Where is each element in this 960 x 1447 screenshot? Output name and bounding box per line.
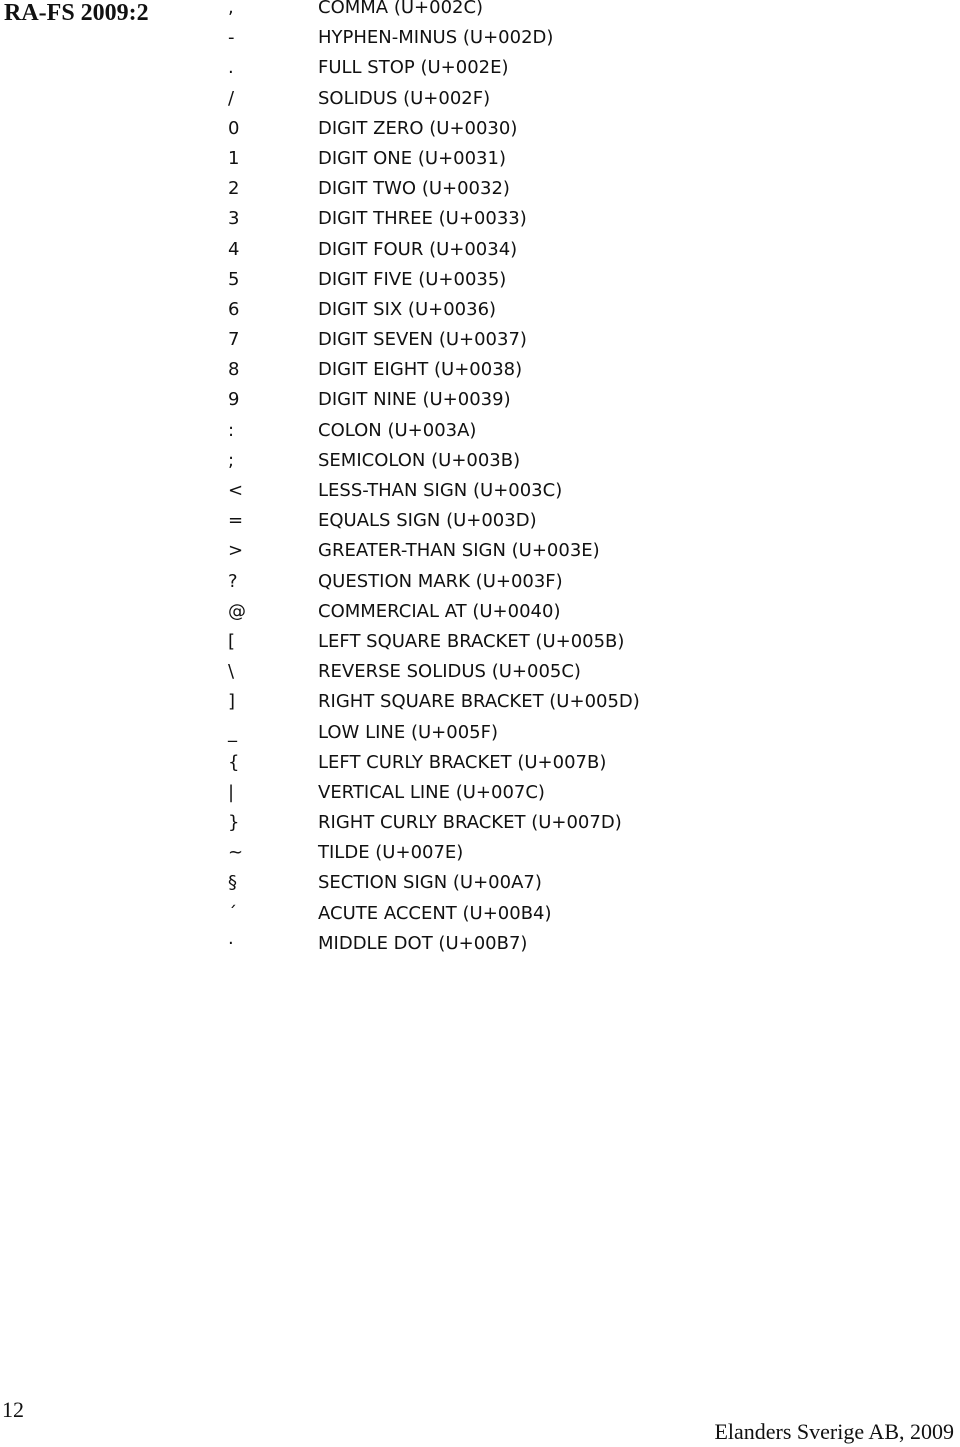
character-name: DIGIT ONE (U+0031)	[318, 147, 506, 169]
character-glyph: >	[228, 540, 244, 562]
character-glyph: =	[228, 510, 244, 532]
character-glyph: ·	[228, 932, 234, 954]
character-row	[0, 536, 960, 566]
character-glyph: ,	[228, 0, 234, 18]
character-row	[0, 446, 960, 476]
character-row	[0, 899, 960, 929]
character-glyph: :	[228, 419, 235, 441]
character-name: DIGIT EIGHT (U+0038)	[318, 359, 523, 381]
character-name: LEFT CURLY BRACKET (U+007B)	[318, 751, 607, 773]
character-name: DIGIT ZERO (U+0030)	[318, 117, 518, 139]
character-row	[0, 808, 960, 838]
character-glyph: }	[228, 812, 240, 834]
character-glyph: 6	[228, 298, 240, 320]
character-name: VERTICAL LINE (U+007C)	[318, 781, 545, 803]
character-name: GREATER-THAN SIGN (U+003E)	[318, 540, 600, 562]
character-glyph: 1	[228, 147, 240, 169]
character-glyph: 4	[228, 238, 240, 260]
character-row	[0, 748, 960, 778]
character-glyph: \	[228, 661, 235, 683]
character-name: FULL STOP (U+002E)	[318, 57, 509, 79]
character-name: QUESTION MARK (U+003F)	[318, 570, 563, 592]
character-row	[0, 868, 960, 898]
character-name: LESS-THAN SIGN (U+003C)	[318, 480, 563, 501]
character-glyph: §	[228, 872, 237, 894]
character-glyph: ;	[228, 449, 235, 471]
character-glyph: 8	[228, 359, 240, 381]
character-glyph: @	[228, 600, 246, 622]
character-row	[0, 687, 960, 717]
character-row	[0, 53, 960, 83]
character-glyph: 0	[228, 117, 240, 139]
character-row	[0, 627, 960, 657]
character-row	[0, 506, 960, 536]
character-name: EQUALS SIGN (U+003D)	[318, 510, 537, 532]
character-name: MIDDLE DOT (U+00B7)	[318, 932, 528, 954]
character-row	[0, 355, 960, 385]
character-name: LOW LINE (U+005F)	[318, 721, 498, 743]
character-name: ACUTE ACCENT (U+00B4)	[318, 902, 552, 924]
character-glyph: /	[228, 87, 235, 109]
character-name: COMMERCIAL AT (U+0040)	[318, 600, 561, 622]
character-name: DIGIT SIX (U+0036)	[318, 298, 497, 320]
character-name: DIGIT FIVE (U+0035)	[318, 268, 507, 290]
character-name: RIGHT SQUARE BRACKET (U+005D)	[318, 691, 640, 713]
character-row	[0, 144, 960, 174]
character-row	[0, 476, 960, 506]
character-glyph: .	[228, 57, 234, 79]
character-row	[0, 567, 960, 597]
character-name: SOLIDUS (U+002F)	[318, 87, 491, 109]
character-name: TILDE (U+007E)	[318, 842, 464, 864]
character-glyph: 2	[228, 178, 240, 200]
document-id: RA-FS 2009:2	[4, 0, 149, 26]
character-name: LEFT SQUARE BRACKET (U+005B)	[318, 630, 625, 652]
character-row	[0, 657, 960, 687]
character-name: DIGIT NINE (U+0039)	[318, 389, 511, 411]
character-row	[0, 204, 960, 234]
character-glyph: -	[228, 27, 235, 49]
character-name: DIGIT SEVEN (U+0037)	[318, 329, 527, 351]
character-glyph: <	[228, 480, 244, 501]
character-row	[0, 84, 960, 114]
character-row	[0, 0, 960, 23]
character-glyph: 3	[228, 208, 240, 230]
character-glyph: ~	[228, 842, 244, 864]
character-name: SECTION SIGN (U+00A7)	[318, 872, 542, 894]
character-name: RIGHT CURLY BRACKET (U+007D)	[318, 812, 622, 834]
character-row	[0, 174, 960, 204]
character-name: DIGIT TWO (U+0032)	[318, 178, 510, 200]
character-glyph: _	[228, 721, 237, 743]
character-glyph: 5	[228, 268, 240, 290]
character-glyph: ´	[228, 902, 237, 924]
character-name: REVERSE SOLIDUS (U+005C)	[318, 661, 581, 683]
character-name: COLON (U+003A)	[318, 419, 477, 441]
character-row	[0, 265, 960, 295]
character-glyph: ?	[228, 570, 238, 592]
character-row	[0, 838, 960, 868]
character-row	[0, 718, 960, 748]
character-row	[0, 385, 960, 415]
publisher-footer: Elanders Sverige AB, 2009	[714, 1419, 954, 1444]
character-glyph: |	[228, 781, 235, 803]
character-row	[0, 416, 960, 446]
character-row	[0, 235, 960, 265]
character-glyph: 7	[228, 329, 240, 351]
character-name: HYPHEN-MINUS (U+002D)	[318, 27, 554, 49]
character-row	[0, 325, 960, 355]
character-row	[0, 114, 960, 144]
character-row	[0, 295, 960, 325]
character-glyph: ]	[228, 691, 236, 713]
character-row	[0, 23, 960, 53]
character-name: COMMA (U+002C)	[318, 0, 484, 18]
page-number: 12	[2, 1397, 24, 1422]
character-glyph: [	[228, 630, 236, 652]
character-name: DIGIT THREE (U+0033)	[318, 208, 527, 230]
character-row	[0, 778, 960, 808]
character-row	[0, 929, 960, 959]
character-name: SEMICOLON (U+003B)	[318, 449, 521, 471]
character-name: DIGIT FOUR (U+0034)	[318, 238, 518, 260]
character-glyph: 9	[228, 389, 240, 411]
character-row	[0, 597, 960, 627]
character-glyph: {	[228, 751, 240, 773]
